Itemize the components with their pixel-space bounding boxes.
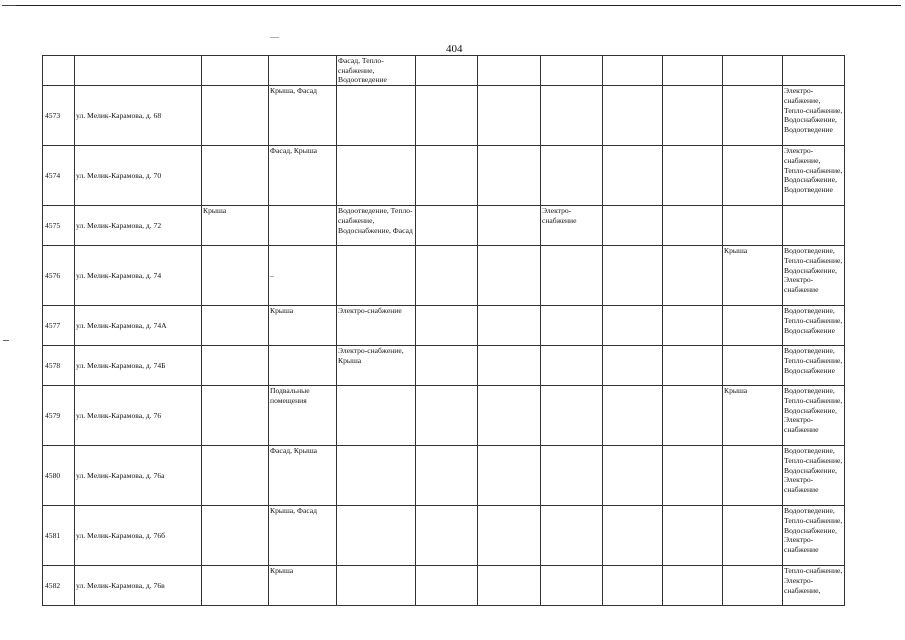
work-cell <box>202 446 269 506</box>
work-cell <box>478 566 541 606</box>
work-cell: Фасад, Крыша <box>269 446 337 506</box>
work-cell <box>723 306 783 346</box>
work-cell <box>416 146 478 206</box>
table-row <box>43 246 845 306</box>
address-cell: ул. Мелик-Карамова, д. 74 <box>75 246 202 306</box>
work-cell <box>783 206 845 246</box>
work-cell <box>478 206 541 246</box>
work-cell <box>603 346 663 386</box>
work-cell <box>478 506 541 566</box>
work-cell: Водоотведение, Тепло-снабжение, Водоснабжение, Электро-снабжение <box>783 506 845 566</box>
work-cell <box>416 506 478 566</box>
work-cell <box>202 246 269 306</box>
work-cell <box>202 86 269 146</box>
work-cell: – <box>269 246 337 306</box>
work-cell <box>723 446 783 506</box>
work-cell: Крыша <box>723 246 783 306</box>
work-cell <box>541 86 603 146</box>
work-cell <box>478 246 541 306</box>
work-cell: Крыша <box>202 206 269 246</box>
work-cell <box>723 86 783 146</box>
work-cell: Водоотведение, Тепло-снабжение, Водоснабжение <box>783 306 845 346</box>
work-cell <box>269 56 337 86</box>
work-cell <box>603 146 663 206</box>
work-cell: Крыша <box>269 566 337 606</box>
table-row <box>43 86 845 146</box>
work-cell: Электро-снабжение, Тепло-снабжение, Водоснабжение, Водоотведение <box>783 86 845 146</box>
work-cell <box>416 246 478 306</box>
work-cell: Электро-снабжение <box>541 206 603 246</box>
address-cell: ул. Мелик-Карамова, д. 76б <box>75 506 202 566</box>
table-row <box>43 346 845 386</box>
row-number: 4575 <box>43 206 75 246</box>
work-cell <box>783 56 845 86</box>
work-cell <box>202 306 269 346</box>
work-cell <box>478 446 541 506</box>
table-row <box>43 446 845 506</box>
row-number: 4578 <box>43 346 75 386</box>
work-cell <box>478 306 541 346</box>
work-cell <box>723 56 783 86</box>
top-border-mark <box>2 5 16 6</box>
table-row <box>43 566 845 606</box>
work-cell: Фасад, Тепло-снабжение, Водоотведение <box>337 56 416 86</box>
address-cell: ул. Мелик-Карамова, д. 70 <box>75 146 202 206</box>
address-cell: ул. Мелик-Карамова, д. 72 <box>75 206 202 246</box>
work-cell <box>541 386 603 446</box>
work-cell <box>337 386 416 446</box>
work-cell <box>723 206 783 246</box>
work-cell <box>663 306 723 346</box>
work-cell <box>541 346 603 386</box>
work-cell <box>416 206 478 246</box>
work-cell <box>663 86 723 146</box>
work-cell: Водоотведение, Тепло-снабжение, Водоснабжение, Фасад <box>337 206 416 246</box>
table-row <box>43 386 845 446</box>
work-cell <box>478 86 541 146</box>
work-cell <box>478 146 541 206</box>
work-cell <box>603 86 663 146</box>
work-cell <box>603 246 663 306</box>
work-cell <box>723 566 783 606</box>
table-row <box>43 506 845 566</box>
address-cell: ул. Мелик-Карамова, д. 76а <box>75 446 202 506</box>
work-cell <box>603 306 663 346</box>
work-cell <box>337 566 416 606</box>
work-cell <box>202 566 269 606</box>
work-cell: Электро-снабжение <box>337 306 416 346</box>
work-cell <box>202 146 269 206</box>
row-number: 4577 <box>43 306 75 346</box>
work-cell <box>416 346 478 386</box>
work-cell <box>269 346 337 386</box>
row-number <box>43 56 75 86</box>
table-row <box>43 146 845 206</box>
repair-schedule-table <box>42 55 845 606</box>
row-number: 4582 <box>43 566 75 606</box>
row-number: 4580 <box>43 446 75 506</box>
work-cell: Тепло-снабжение, Электро-снабжение, <box>783 566 845 606</box>
row-number: 4574 <box>43 146 75 206</box>
address-cell: ул. Мелик-Карамова, д. 74А <box>75 306 202 346</box>
work-cell <box>337 146 416 206</box>
work-cell: Крыша, Фасад <box>269 506 337 566</box>
address-cell: ул. Мелик-Карамова, д. 76в <box>75 566 202 606</box>
work-cell <box>723 346 783 386</box>
work-cell: Электро-снабжение, Тепло-снабжение, Водоснабжение, Водоотведение <box>783 146 845 206</box>
work-cell <box>202 386 269 446</box>
work-cell <box>541 146 603 206</box>
work-cell <box>663 206 723 246</box>
work-cell <box>337 446 416 506</box>
top-dash: — <box>270 32 279 42</box>
work-cell <box>202 56 269 86</box>
work-cell: Водоотведение, Тепло-снабжение, Водоснабжение, Электро-снабжение <box>783 246 845 306</box>
table-row <box>43 56 845 86</box>
work-cell <box>663 146 723 206</box>
work-cell <box>603 56 663 86</box>
work-cell <box>663 346 723 386</box>
work-cell <box>603 206 663 246</box>
work-cell: Фасад, Крыша <box>269 146 337 206</box>
work-cell <box>337 86 416 146</box>
work-cell <box>416 56 478 86</box>
table-row <box>43 206 845 246</box>
work-cell <box>337 506 416 566</box>
top-border-line <box>8 5 901 6</box>
work-cell <box>416 446 478 506</box>
work-cell <box>541 566 603 606</box>
work-cell <box>202 506 269 566</box>
row-number: 4581 <box>43 506 75 566</box>
work-cell <box>478 386 541 446</box>
work-cell <box>723 146 783 206</box>
work-cell <box>663 386 723 446</box>
work-cell <box>663 506 723 566</box>
work-cell <box>603 566 663 606</box>
address-cell: ул. Мелик-Карамова, д. 68 <box>75 86 202 146</box>
page-number: 404 <box>446 43 463 55</box>
work-cell <box>478 56 541 86</box>
work-cell <box>663 56 723 86</box>
work-cell <box>663 246 723 306</box>
work-cell <box>541 446 603 506</box>
work-cell <box>416 566 478 606</box>
work-cell <box>541 56 603 86</box>
margin-mark <box>3 340 9 341</box>
work-cell <box>416 386 478 446</box>
work-cell <box>723 506 783 566</box>
work-cell <box>603 386 663 446</box>
work-cell: Водоотведение, Тепло-снабжение, Водоснабжение, Электро-снабжение <box>783 386 845 446</box>
work-cell: Крыша, Фасад <box>269 86 337 146</box>
row-number: 4579 <box>43 386 75 446</box>
address-cell: ул. Мелик-Карамова, д. 76 <box>75 386 202 446</box>
work-cell <box>416 306 478 346</box>
work-cell <box>416 86 478 146</box>
row-number: 4573 <box>43 86 75 146</box>
work-cell: Подвальные помещения <box>269 386 337 446</box>
table-row <box>43 306 845 346</box>
work-cell <box>603 506 663 566</box>
work-cell: Крыша <box>723 386 783 446</box>
work-cell <box>663 566 723 606</box>
work-cell <box>202 346 269 386</box>
work-cell: Электро-снабжение, Крыша <box>337 346 416 386</box>
address-cell: ул. Мелик-Карамова, д. 74Б <box>75 346 202 386</box>
address-cell <box>75 56 202 86</box>
work-cell <box>541 506 603 566</box>
work-cell: Водоотведение, Тепло-снабжение, Водоснабжение <box>783 346 845 386</box>
work-cell <box>541 246 603 306</box>
work-cell <box>541 306 603 346</box>
work-cell <box>337 246 416 306</box>
work-cell <box>269 206 337 246</box>
work-cell: Водоотведение, Тепло-снабжение, Водоснабжение, Электро-снабжение <box>783 446 845 506</box>
work-cell: Крыша <box>269 306 337 346</box>
row-number: 4576 <box>43 246 75 306</box>
work-cell <box>603 446 663 506</box>
work-cell <box>478 346 541 386</box>
work-cell <box>663 446 723 506</box>
